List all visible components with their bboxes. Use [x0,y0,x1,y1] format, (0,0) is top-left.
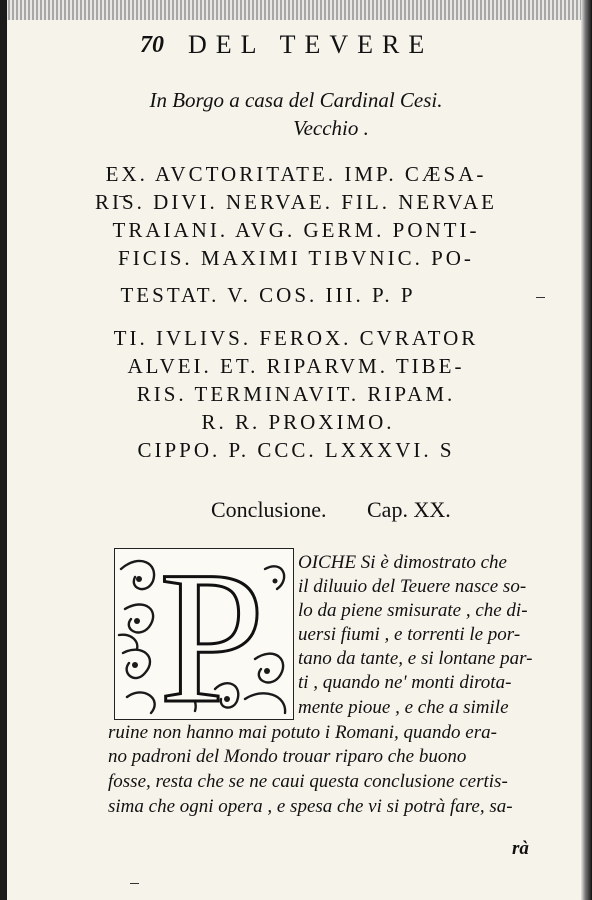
location-heading-line-2: Vecchio . [293,116,369,140]
inscription-line: TRAIANI. AVG. GERM. PONTI- [112,218,480,242]
page-number: 70 [140,32,164,58]
catchword: rà [512,838,529,859]
inscription-line: R. R. PROXIMO. [201,410,395,434]
body-line: tano da tante, e si lontane par- [298,648,533,669]
chapter-number: Cap. XX. [367,497,451,522]
scan-top-edge [0,0,592,20]
inscription-line: EX. AVCTORITATE. IMP. CÆSA- [105,162,487,186]
inscription-line: FICIS. MAXIMI TIBVNIC. PO- [118,246,474,270]
inscription-line: ALVEI. ET. RIPARVM. TIBE- [127,354,465,378]
chapter-title: Conclusione. [211,497,327,522]
body-line: no padroni del Mondo trouar riparo che buono [108,746,467,767]
running-head [140,30,500,58]
body-line: mente pioue , e che a simile [298,697,509,718]
inscription-line: TESTAT. V. COS. III. P. P [120,283,416,307]
body-line: il diluuio del Teuere nasce so- [298,576,527,597]
body-line: ruine non hanno mai potuto i Romani, quando era- [108,722,497,743]
body-line: fosse, resta che se ne caui questa conclusione certis- [108,771,508,792]
inscription-line: TI. IVLIVS. FEROX. CVRATOR [113,326,479,350]
decorated-initial [114,548,294,720]
inscription-line: CIPPO. P. CCC. LXXXVI. S [137,438,455,462]
body-line: lo da piene smisurate , che di- [298,600,528,621]
ink-speck [130,883,139,884]
chapter-heading [0,497,592,529]
body-line: ti , quando ne' monti dirota- [298,672,512,693]
dropcap-letter: P [159,548,265,720]
running-title: DEL TEVERE [188,30,434,59]
body-line: uersi fiumi , e torrenti le por- [298,624,521,645]
inscription-line: RIS. TERMINAVIT. RIPAM. [136,382,456,406]
body-line: OICHE Si è dimostrato che [298,552,507,573]
inscription-line: RIS. DIVI. NERVAE. FIL. NERVAE [94,190,498,214]
location-heading-line-1: In Borgo a casa del Cardinal Cesi. [149,88,443,112]
body-line: sima che ogni opera , e spesa che vi si potrà fare, sa- [108,796,513,817]
